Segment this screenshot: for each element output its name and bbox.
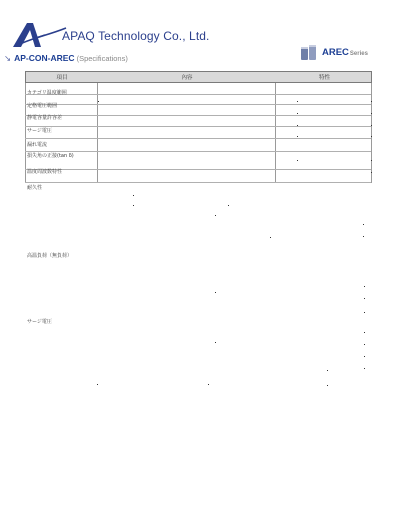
row-label: 耐久性 (27, 185, 43, 191)
document-title (4, 53, 128, 64)
series-logo (322, 47, 368, 58)
capacitor-icon (298, 44, 322, 62)
row-label: サージ電圧 (27, 128, 52, 134)
series-mark: AREC (322, 47, 349, 58)
row-label: 高温負荷（無負荷） (27, 253, 73, 259)
row-label: 損失角の正接(tan δ) (27, 153, 74, 159)
doc-kind: (Specifications) (76, 54, 128, 63)
table-header (25, 71, 372, 83)
row-label: 温度周波数特性 (27, 169, 63, 175)
row-label: 静電容量許容差 (27, 115, 63, 121)
company-name: APAQ Technology Co., Ltd. (62, 29, 210, 43)
column-header: 項目 (56, 75, 68, 81)
series-word: Series (349, 51, 368, 57)
column-header: 特性 (318, 75, 330, 81)
row-label: カテゴリ温度範囲 (27, 90, 67, 96)
column-header: 內容 (181, 75, 193, 81)
row-label: 漏れ電流 (27, 142, 48, 148)
arrow-icon: ↘ (4, 53, 12, 63)
row-label: 定格電圧範囲 (27, 103, 58, 109)
row-label: サージ電圧 (27, 319, 52, 325)
doc-code: AP-CON-AREC (14, 53, 75, 63)
